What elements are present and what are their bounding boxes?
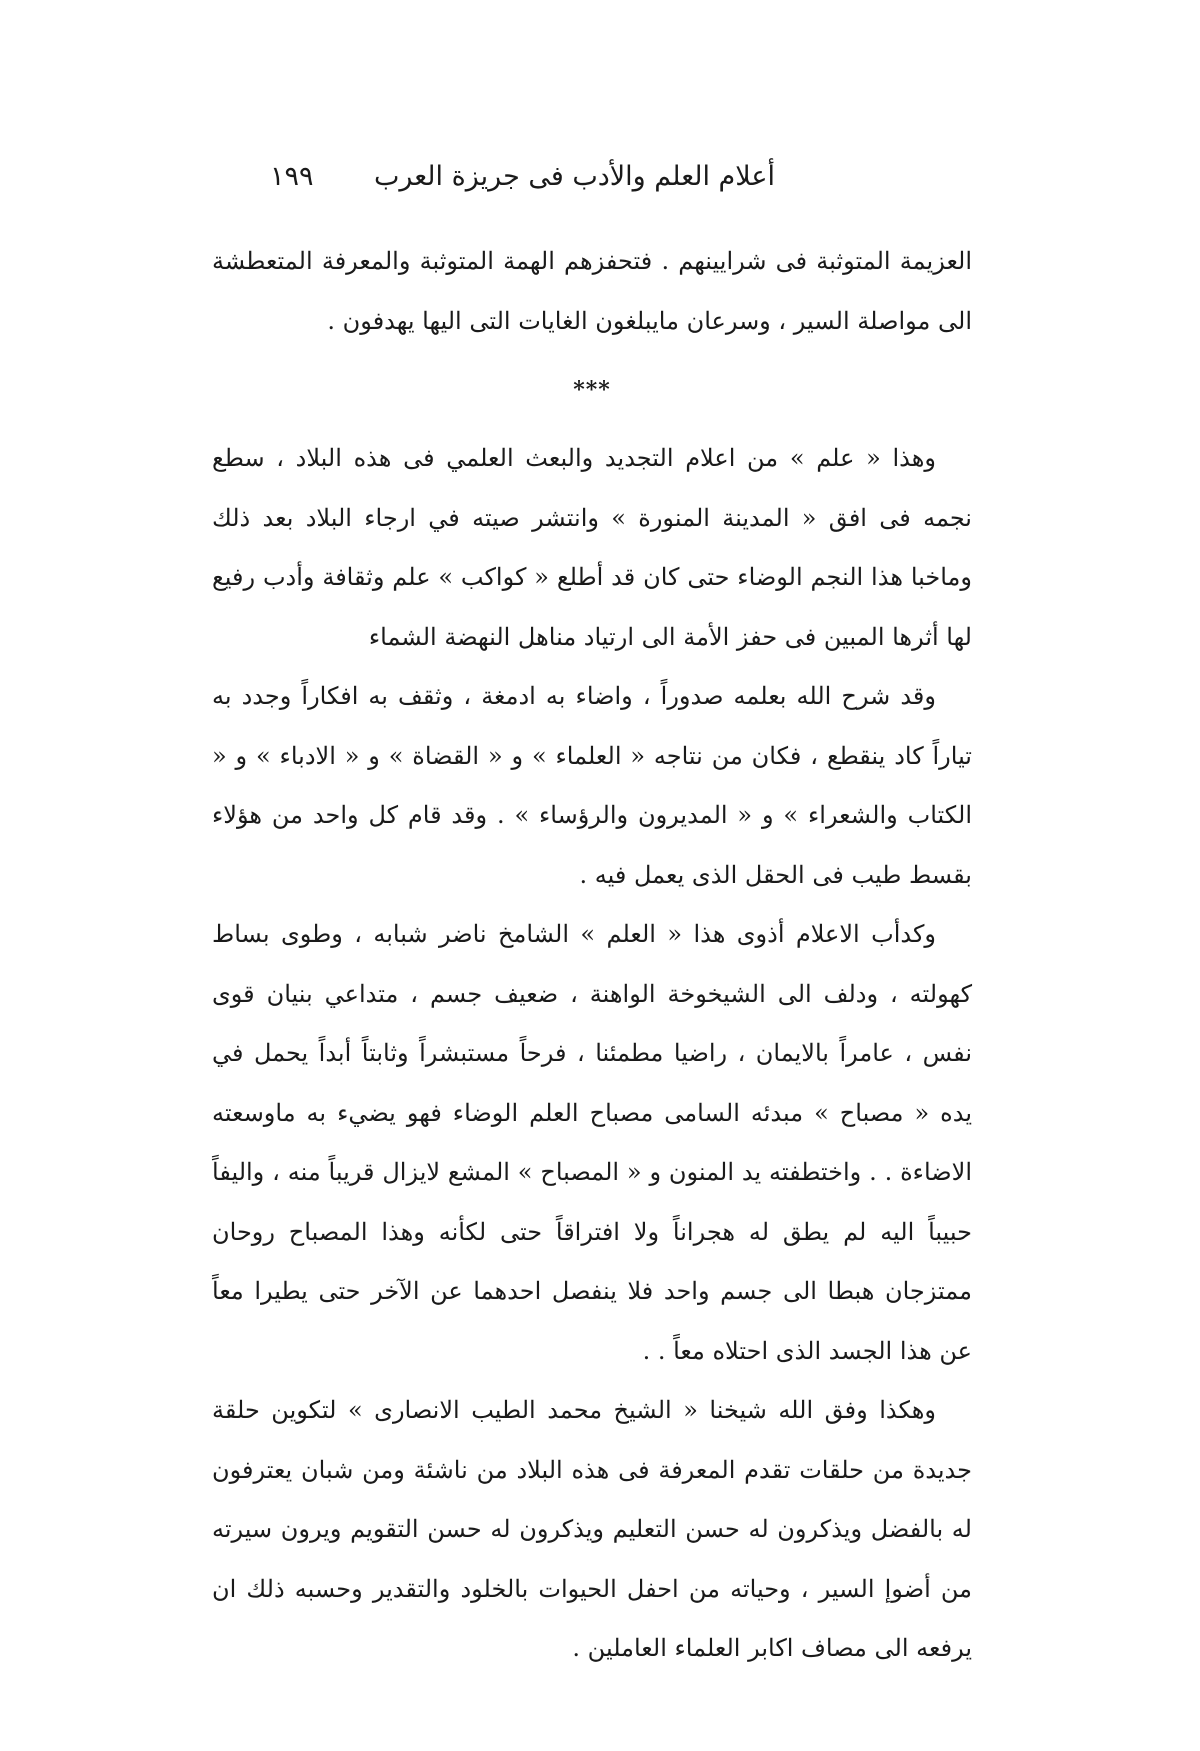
paragraph: وهذا « علم » من اعلام التجديد والبعث العلمي فى هذه البلاد ، سطع نجمه فى افق « المدينة المنورة » وانتشر صيته في ارجاء البلاد بعد ذلك وماخبا هذا النجم الوضاء حتى كان قد أطلع « كواكب » علم وثقافة وأدب رفيع لها أثرها المبين فى حفز الأمة الى ارتياد مناهل النهضة الشماء — [212, 444, 972, 651]
body-text — [212, 232, 972, 1679]
running-title: أعلام العلم والأدب فى جريزة العرب — [373, 161, 775, 192]
page-header — [270, 155, 775, 199]
paragraph: وهكذا وفق الله شيخنا « الشيخ محمد الطيب الانصارى » لتكوين حلقة جديدة من حلقات تقدم المعرفة فى هذه البلاد من ناشئة ومن شبان يعترفون له بالفضل ويذكرون له حسن التعليم ويذكرون له حسن التقويم ويرون سيرته من أضوإ السير ، وحياته من احفل الحيوات بالخلود والتقدير وحسبه ذلك ان يرفعه الى مصاف اكابر العلماء العاملين . — [212, 1396, 972, 1662]
paragraph-continuation: العزيمة المتوثبة فى شرايينهم . فتحفزهم الهمة المتوثبة والمعرفة المتعطشة الى مواصلة السير ، وسرعان مايبلغون الغايات التى اليها يهدفون . — [212, 247, 972, 335]
paragraph: وقد شرح الله بعلمه صدوراً ، واضاء به ادمغة ، وثقف به افكاراً وجدد به تياراً كاد ينقطع ، فكان من نتاجه « العلماء » و « القضاة » و « الادباء » و « الكتاب والشعراء » و « المديرون والرؤساء » . وقد قام كل واحد من هؤلاء بقسط طيب فى الحقل الذى يعمل فيه . — [212, 682, 972, 889]
section-separator: *** — [573, 377, 611, 403]
page-number: ١٩٩ — [270, 161, 314, 192]
paragraph: وكدأب الاعلام أذوى هذا « العلم » الشامخ ناضر شبابه ، وطوى بساط كهولته ، ودلف الى الشيخوخة الواهنة ، ضعيف جسم ، متداعي بنيان قوى نفس ، عامراً بالايمان ، راضيا مطمئنا ، فرحاً مستبشراً وثابتاً أبداً يحمل في يده « مصباح » مبدئه السامى مصباح العلم الوضاء فهو يضيء به ماوسعته الاضاءة . . واختطفته يد المنون و « المصباح » المشع لايزال قريباً منه ، واليفاً حبيباً اليه لم يطق له هجراناً ولا افتراقاً حتى لكأنه وهذا المصباح روحان ممتزجان هبطا الى جسم واحد فلا ينفصل احدهما عن الآخر حتى يطيرا معاً عن هذا الجسد الذى احتلاه معاً . . — [212, 920, 972, 1365]
